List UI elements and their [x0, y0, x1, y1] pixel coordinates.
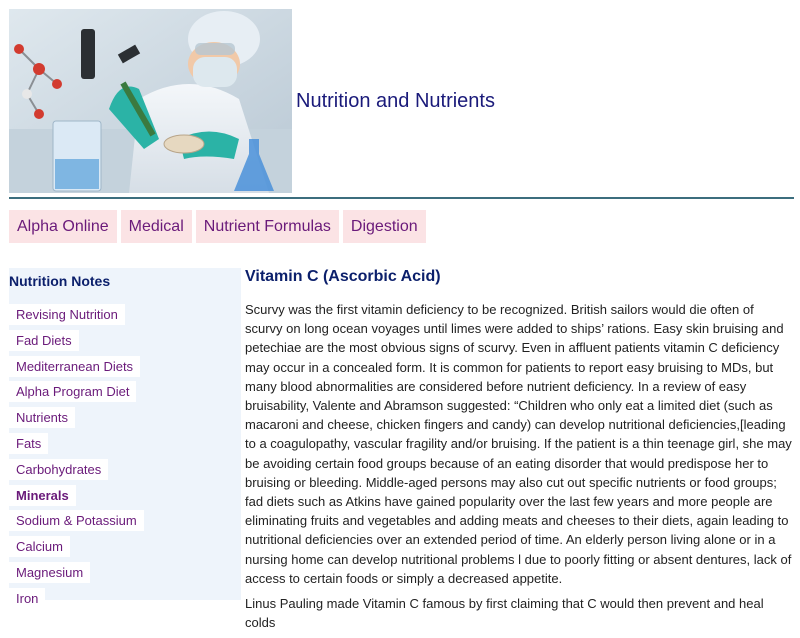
- sidebar-item-revising-nutrition: [9, 304, 241, 330]
- article-body: [245, 300, 793, 638]
- sidebar-item-calcium: [9, 536, 241, 562]
- sidebar-link-minerals[interactable]: Minerals: [9, 485, 76, 506]
- sidebar-link-calcium[interactable]: Calcium: [9, 536, 70, 557]
- sidebar-item-sodium-potassium: [9, 510, 241, 536]
- sidebar-item-alpha-program-diet: [9, 381, 241, 407]
- article-title: Vitamin C (Ascorbic Acid): [245, 268, 441, 285]
- sidebar-item-iron: [9, 588, 241, 614]
- sidebar-link-alpha-program-diet[interactable]: Alpha Program Diet: [9, 381, 136, 402]
- page-header: [0, 0, 800, 200]
- sidebar-link-carbohydrates[interactable]: Carbohydrates: [9, 459, 108, 480]
- article-paragraph: Linus Pauling made Vitamin C famous by first claiming that C would then prevent and heal colds: [245, 596, 764, 631]
- sidebar: [9, 268, 241, 606]
- top-navigation: [9, 210, 426, 243]
- header-divider: [9, 197, 794, 199]
- hero-image: [9, 9, 292, 193]
- sidebar-link-revising-nutrition[interactable]: Revising Nutrition: [9, 304, 125, 325]
- sidebar-link-magnesium[interactable]: Magnesium: [9, 562, 90, 583]
- nav-alpha-online[interactable]: Alpha Online: [9, 210, 117, 243]
- article-paragraph: Scurvy was the first vitamin deficiency to be recognized. British sailors would die often of scurvy on long ocean voyages until limes were added to ships’ rations. Easy skin bruising and petechiae are the most obvious signs of scurvy. Even in affluent patients vitamin C deficiency may occur in a concealed form. It is common for patients to report easy bruising to MDs, but many blood abnormalities are considered before nutrient deficiency. In a review of easy bruisability, Valente and Abramson suggested: “Children who only eat a limited diet (such as macaroni and cheese, chicken fingers and candy) can develop nutritional deficiencies,[leading to a coagulopathy, vascular fragility and/or bruising. If the patient is a thin teenage girl, she may be avoiding certain food groups because of an eating disorder that would predispose her to bruising or bleeding. Middle-aged persons may also cut out specific nutrients or food groups; fad diets such as Atkins have gained popularity over the last few years and more people are eliminating fruits and vegetables and adding meats and cheeses to their diets, again leading to nutritional deficiencies over an extended period of time. An elderly person living alone or in a nursing home can develop nutritional problems l due to poorly fitting or absent dentures, lack of access to certain foods or simply a decreased appetite.: [245, 302, 792, 586]
- nav-nutrient-formulas[interactable]: Nutrient Formulas: [196, 210, 339, 243]
- page-title: Nutrition and Nutrients: [296, 90, 495, 112]
- sidebar-item-mediterranean-diets: [9, 356, 241, 382]
- sidebar-item-carbohydrates: [9, 459, 241, 485]
- sidebar-item-fad-diets: [9, 330, 241, 356]
- sidebar-link-fats[interactable]: Fats: [9, 433, 48, 454]
- sidebar-link-fad-diets[interactable]: Fad Diets: [9, 330, 79, 351]
- sidebar-item-nutrients: [9, 407, 241, 433]
- sidebar-heading: Nutrition Notes: [9, 273, 111, 289]
- nav-medical[interactable]: Medical: [121, 210, 192, 243]
- scientist-lab-photo-icon: [9, 9, 292, 193]
- sidebar-list: [9, 304, 241, 614]
- sidebar-link-mediterranean-diets[interactable]: Mediterranean Diets: [9, 356, 140, 377]
- sidebar-link-iron[interactable]: Iron: [9, 588, 45, 609]
- main-content: [245, 268, 795, 631]
- nav-digestion[interactable]: Digestion: [343, 210, 426, 243]
- sidebar-item-magnesium: [9, 562, 241, 588]
- sidebar-link-nutrients[interactable]: Nutrients: [9, 407, 75, 428]
- sidebar-link-sodium-potassium[interactable]: Sodium & Potassium: [9, 510, 144, 531]
- sidebar-item-minerals: [9, 485, 241, 511]
- sidebar-item-fats: [9, 433, 241, 459]
